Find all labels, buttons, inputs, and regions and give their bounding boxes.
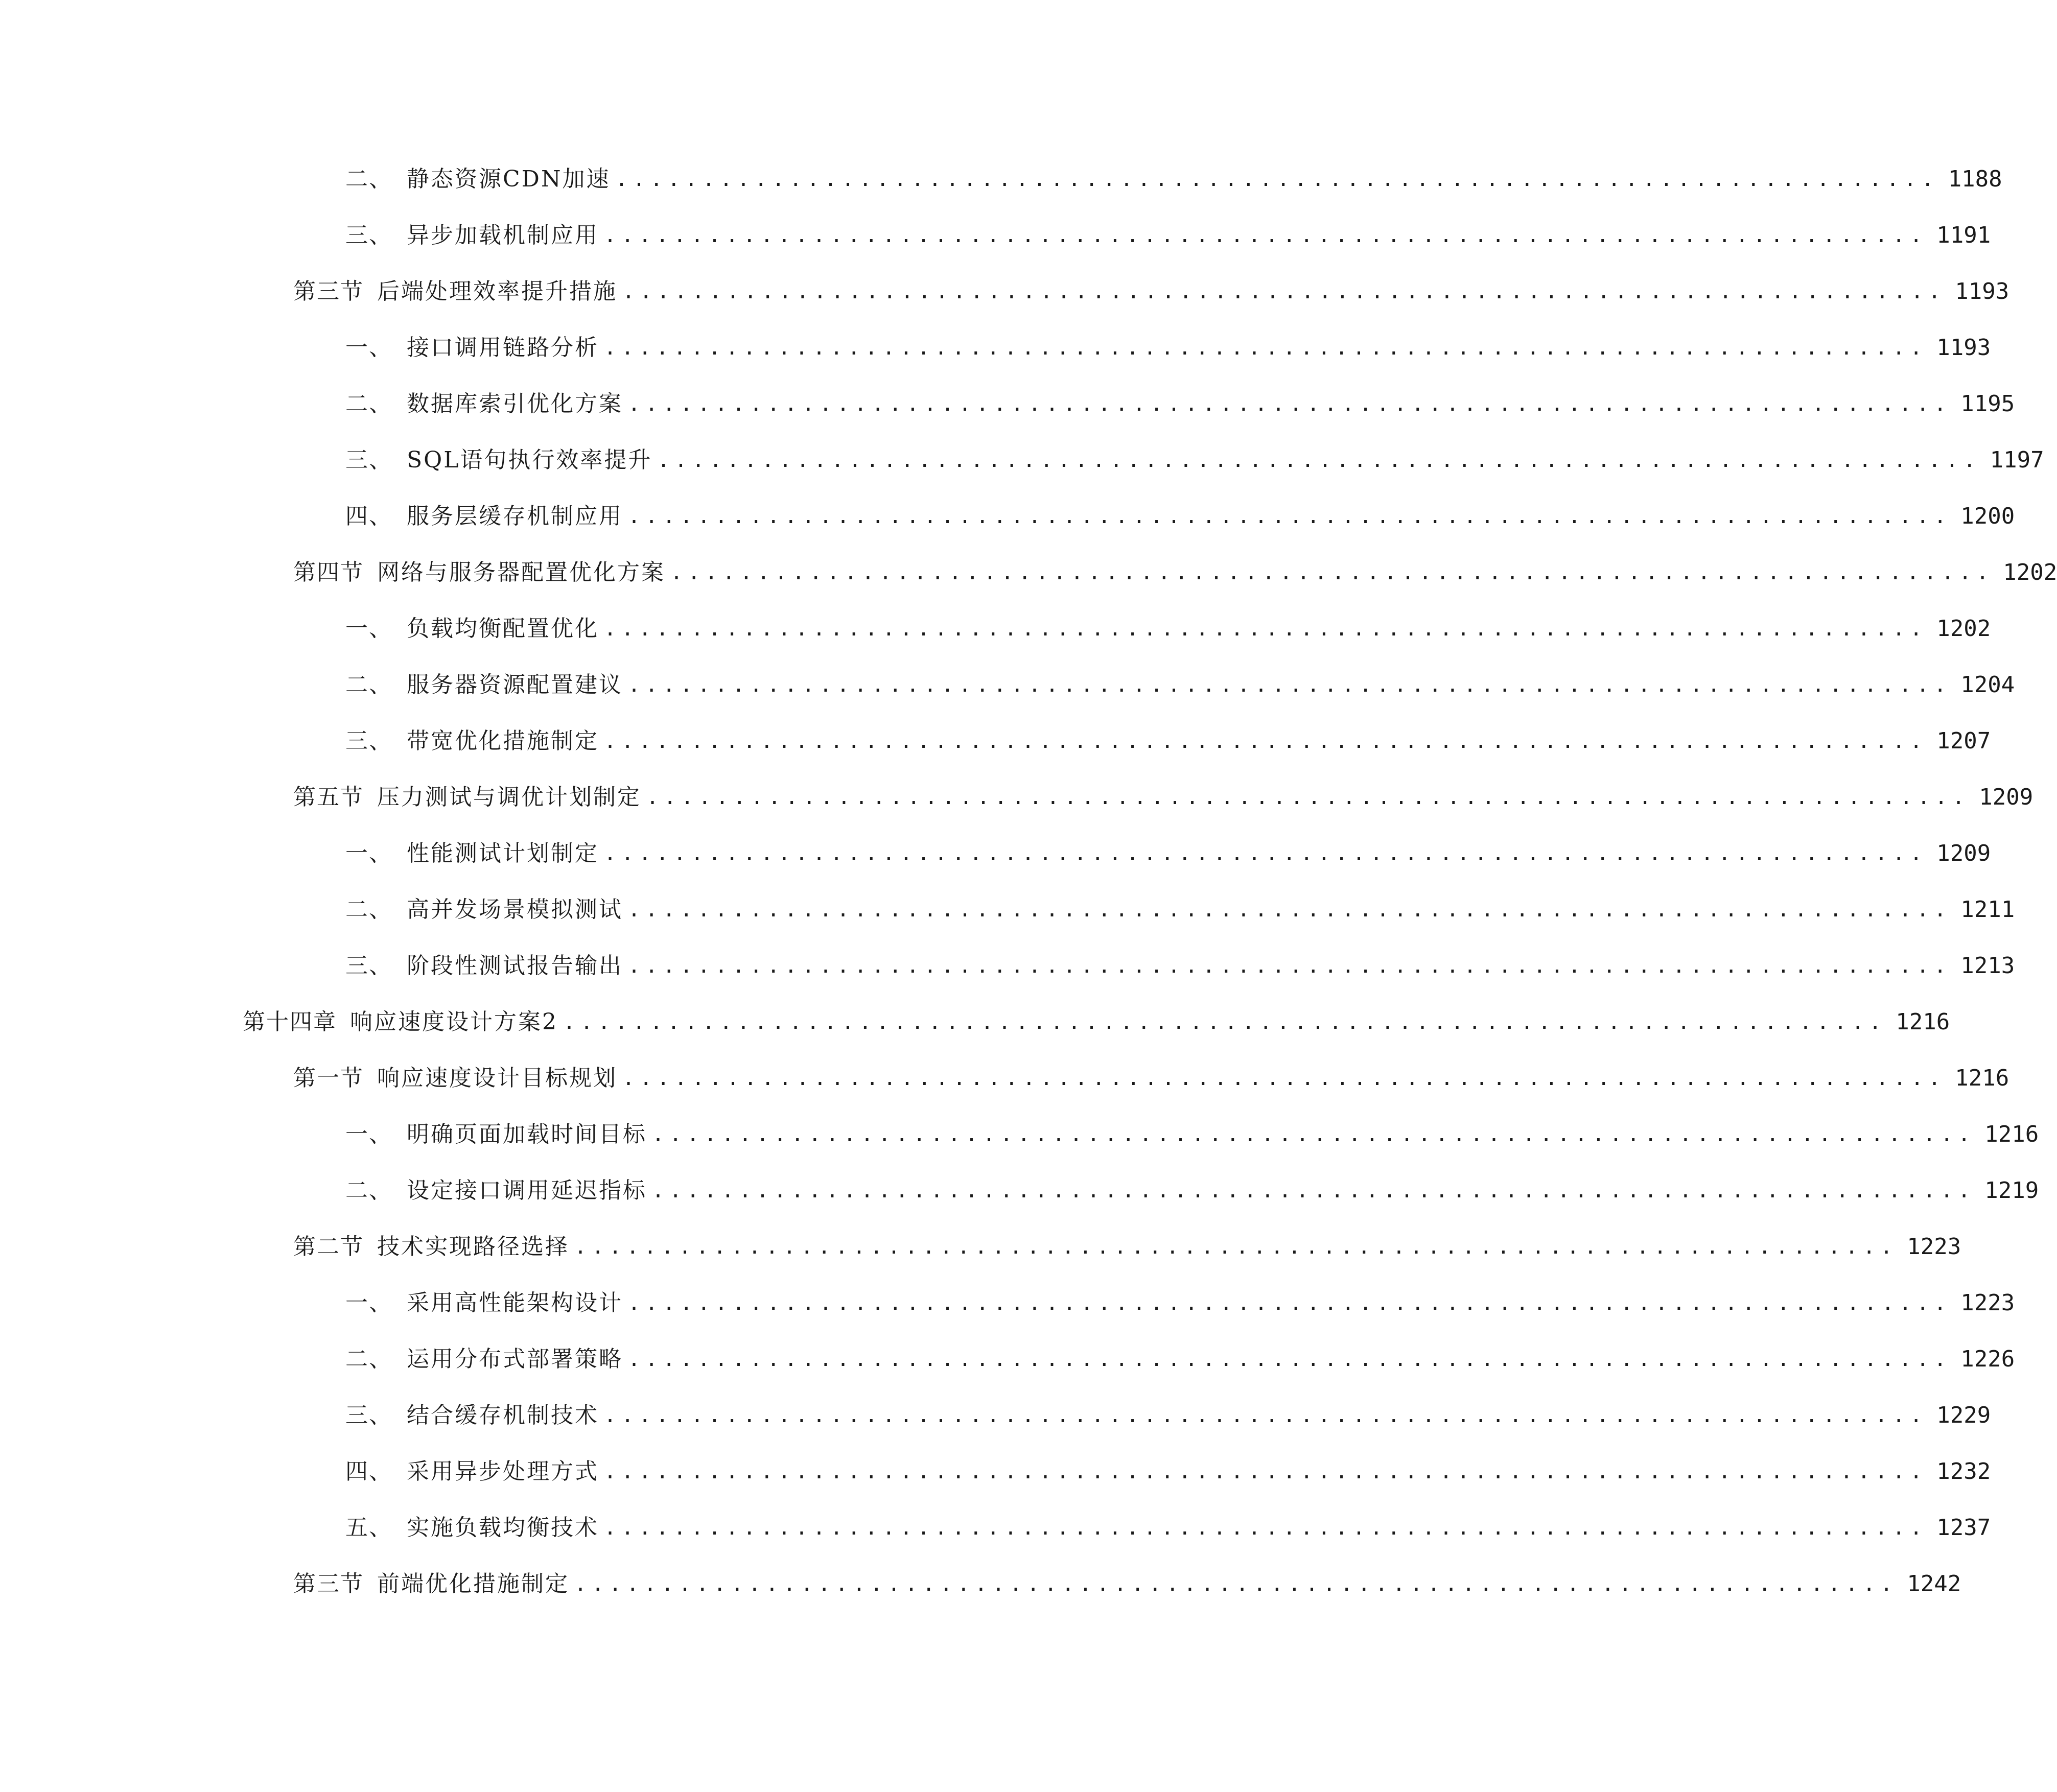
toc-entry[interactable]	[345, 161, 2002, 197]
dot-leader: ............................................................................	[628, 673, 1952, 697]
dot-leader: ............................................................................	[604, 336, 1928, 360]
toc-entry-number: 第十四章	[243, 1009, 337, 1035]
toc-entry-title: 服务层缓存机制应用	[407, 503, 623, 529]
toc-entry-number: 三、	[345, 728, 392, 754]
toc-entry-page: 1200	[1960, 503, 2015, 529]
toc-entry-page: 1193	[1936, 335, 1991, 361]
dot-leader: ............................................................................	[574, 1572, 1898, 1596]
dot-leader: ............................................................................	[628, 1348, 1952, 1371]
toc-entry-number: 一、	[345, 1121, 392, 1147]
toc-entry-title: 采用异步处理方式	[407, 1458, 599, 1484]
toc-entry-page: 1219	[1984, 1177, 2039, 1204]
toc-entry-number: 第四节	[293, 559, 364, 585]
toc-entry-number: 四、	[345, 503, 392, 529]
toc-entry[interactable]	[345, 1510, 1991, 1546]
toc-entry-page: 1204	[1960, 672, 2015, 698]
toc-entry-page: 1216	[1984, 1121, 2039, 1147]
dot-leader: ............................................................................	[604, 1460, 1928, 1483]
toc-entry-number: 二、	[345, 672, 392, 698]
toc-entry[interactable]	[345, 442, 2044, 478]
toc-entry-title: 压力测试与调优计划制定	[377, 784, 641, 810]
toc-entry[interactable]	[345, 1117, 2039, 1152]
toc-entry-number: 第二节	[293, 1234, 364, 1260]
toc-entry-page: 1213	[1960, 953, 2015, 979]
dot-leader: ............................................................................	[628, 1291, 1952, 1315]
toc-entry-page: 1202	[2003, 559, 2057, 585]
toc-entry-title: 实施负载均衡技术	[407, 1515, 599, 1541]
dot-leader: ............................................................................	[604, 1516, 1928, 1540]
toc-entry-title: 前端优化措施制定	[377, 1571, 569, 1597]
toc-entry-title: 结合缓存机制技术	[407, 1402, 599, 1428]
toc-entry-page: 1209	[1979, 784, 2033, 810]
toc-entry-title: 数据库索引优化方案	[407, 391, 623, 417]
toc-entry[interactable]	[293, 1060, 2009, 1096]
toc-entry-number: 二、	[345, 166, 392, 192]
toc-entry-title: 后端处理效率提升措施	[377, 278, 617, 304]
toc-entry-page: 1188	[1948, 166, 2002, 192]
dot-leader: ............................................................................	[604, 842, 1928, 865]
dot-leader: ............................................................................	[604, 617, 1928, 641]
toc-entry-title: 响应速度设计目标规划	[377, 1065, 617, 1091]
toc-entry-title: SQL语句执行效率提升	[407, 447, 652, 473]
dot-leader: ............................................................................	[628, 898, 1952, 922]
toc-entry-page: 1216	[1896, 1009, 1950, 1035]
toc-entry-page: 1237	[1936, 1515, 1991, 1541]
toc-entry-page: 1229	[1936, 1402, 1991, 1428]
toc-entry-number: 三、	[345, 953, 392, 979]
toc-entry-number: 三、	[345, 1402, 392, 1428]
toc-entry[interactable]	[243, 1004, 1950, 1040]
toc-entry-page: 1223	[1960, 1290, 2015, 1316]
toc-entry[interactable]	[293, 780, 2033, 815]
toc-entry-number: 一、	[345, 1290, 392, 1316]
toc-entry-title: 性能测试计划制定	[407, 840, 599, 866]
toc-entry-page: 1216	[1955, 1065, 2009, 1091]
toc-entry-number: 二、	[345, 391, 392, 417]
toc-entry-number: 一、	[345, 616, 392, 642]
toc-entry[interactable]	[345, 892, 2015, 928]
dot-leader: ............................................................................	[670, 561, 1994, 584]
dot-leader: ............................................................................	[628, 505, 1952, 528]
toc-entry[interactable]	[345, 836, 1991, 871]
dot-leader: ............................................................................	[604, 1404, 1928, 1427]
toc-entry-number: 三、	[345, 447, 392, 473]
toc-entry-title: 异步加载机制应用	[407, 222, 599, 248]
dot-leader: ............................................................................	[652, 1123, 1976, 1146]
toc-entry[interactable]	[293, 1229, 1961, 1265]
toc-entry-number: 第一节	[293, 1065, 364, 1091]
toc-entry[interactable]	[345, 1341, 2015, 1377]
toc-entry-page: 1223	[1907, 1234, 1961, 1260]
toc-entry-title: 网络与服务器配置优化方案	[377, 559, 665, 585]
toc-entry[interactable]	[345, 1398, 1991, 1433]
dot-leader: ............................................................................	[646, 786, 1970, 809]
toc-entry-number: 五、	[345, 1515, 392, 1541]
toc-entry-title: 服务器资源配置建议	[407, 672, 623, 698]
toc-entry-page: 1242	[1907, 1571, 1961, 1597]
toc-entry-page: 1195	[1960, 391, 2015, 417]
toc-entry-page: 1207	[1936, 728, 1991, 754]
toc-entry[interactable]	[345, 330, 1991, 366]
toc-entry[interactable]	[345, 667, 2015, 703]
toc-entry-number: 二、	[345, 1177, 392, 1204]
toc-entry[interactable]	[293, 555, 2057, 591]
toc-entry-page: 1232	[1936, 1458, 1991, 1484]
toc-entry[interactable]	[345, 1454, 1991, 1490]
toc-entry-title: 运用分布式部署策略	[407, 1346, 623, 1372]
toc-entry-title: 明确页面加载时间目标	[407, 1121, 647, 1147]
toc-entry[interactable]	[345, 723, 1991, 759]
dot-leader: ............................................................................	[657, 449, 1981, 472]
dot-leader: ............................................................................	[574, 1235, 1898, 1259]
dot-leader: ............................................................................	[628, 954, 1952, 978]
toc-entry-number: 第五节	[293, 784, 364, 810]
toc-entry-title: 静态资源CDN加速	[407, 166, 611, 192]
toc-entry[interactable]	[345, 386, 2015, 422]
dot-leader: ............................................................................	[652, 1179, 1976, 1202]
toc-entry-number: 第三节	[293, 278, 364, 304]
toc-entry-page: 1226	[1960, 1346, 2015, 1372]
toc-entry[interactable]	[345, 611, 1991, 647]
toc-entry-title: 采用高性能架构设计	[407, 1290, 623, 1316]
toc-entry-number: 二、	[345, 897, 392, 923]
toc-entry-title: 阶段性测试报告输出	[407, 953, 623, 979]
toc-entry-page: 1197	[1990, 447, 2044, 473]
dot-leader: ............................................................................	[615, 168, 1939, 191]
toc-entry-page: 1209	[1936, 840, 1991, 866]
toc-entry-page: 1193	[1955, 278, 2009, 304]
toc-entry-title: 设定接口调用延迟指标	[407, 1177, 647, 1204]
toc-entry-title: 负载均衡配置优化	[407, 616, 599, 642]
toc-entry-page: 1211	[1960, 897, 2015, 923]
toc-entry[interactable]	[345, 1173, 2039, 1209]
toc-entry[interactable]	[293, 1566, 1961, 1602]
dot-leader: ............................................................................	[622, 1067, 1946, 1090]
toc-entry-number: 四、	[345, 1458, 392, 1484]
dot-leader: ............................................................................	[563, 1010, 1887, 1034]
toc-entry-number: 第三节	[293, 1571, 364, 1597]
toc-entry[interactable]	[293, 274, 2009, 310]
dot-leader: ............................................................................	[604, 729, 1928, 753]
toc-entry-title: 带宽优化措施制定	[407, 728, 599, 754]
toc-entry[interactable]	[345, 218, 1991, 253]
toc-entry-page: 1191	[1936, 222, 1991, 248]
toc-entry-title: 接口调用链路分析	[407, 335, 599, 361]
toc-entry[interactable]	[345, 948, 2015, 984]
toc-entry-title: 高并发场景模拟测试	[407, 897, 623, 923]
toc-entry-page: 1202	[1936, 616, 1991, 642]
dot-leader: ............................................................................	[622, 280, 1946, 303]
toc-entry-title: 响应速度设计方案2	[350, 1009, 558, 1035]
dot-leader: ............................................................................	[628, 392, 1952, 416]
toc-entry[interactable]	[345, 499, 2015, 534]
toc-entry[interactable]	[345, 1285, 2015, 1321]
dot-leader: ............................................................................	[604, 224, 1928, 247]
toc-entry-number: 一、	[345, 840, 392, 866]
toc-entry-number: 二、	[345, 1346, 392, 1372]
toc-entry-number: 一、	[345, 335, 392, 361]
toc-entry-number: 三、	[345, 222, 392, 248]
toc-entry-title: 技术实现路径选择	[377, 1234, 569, 1260]
